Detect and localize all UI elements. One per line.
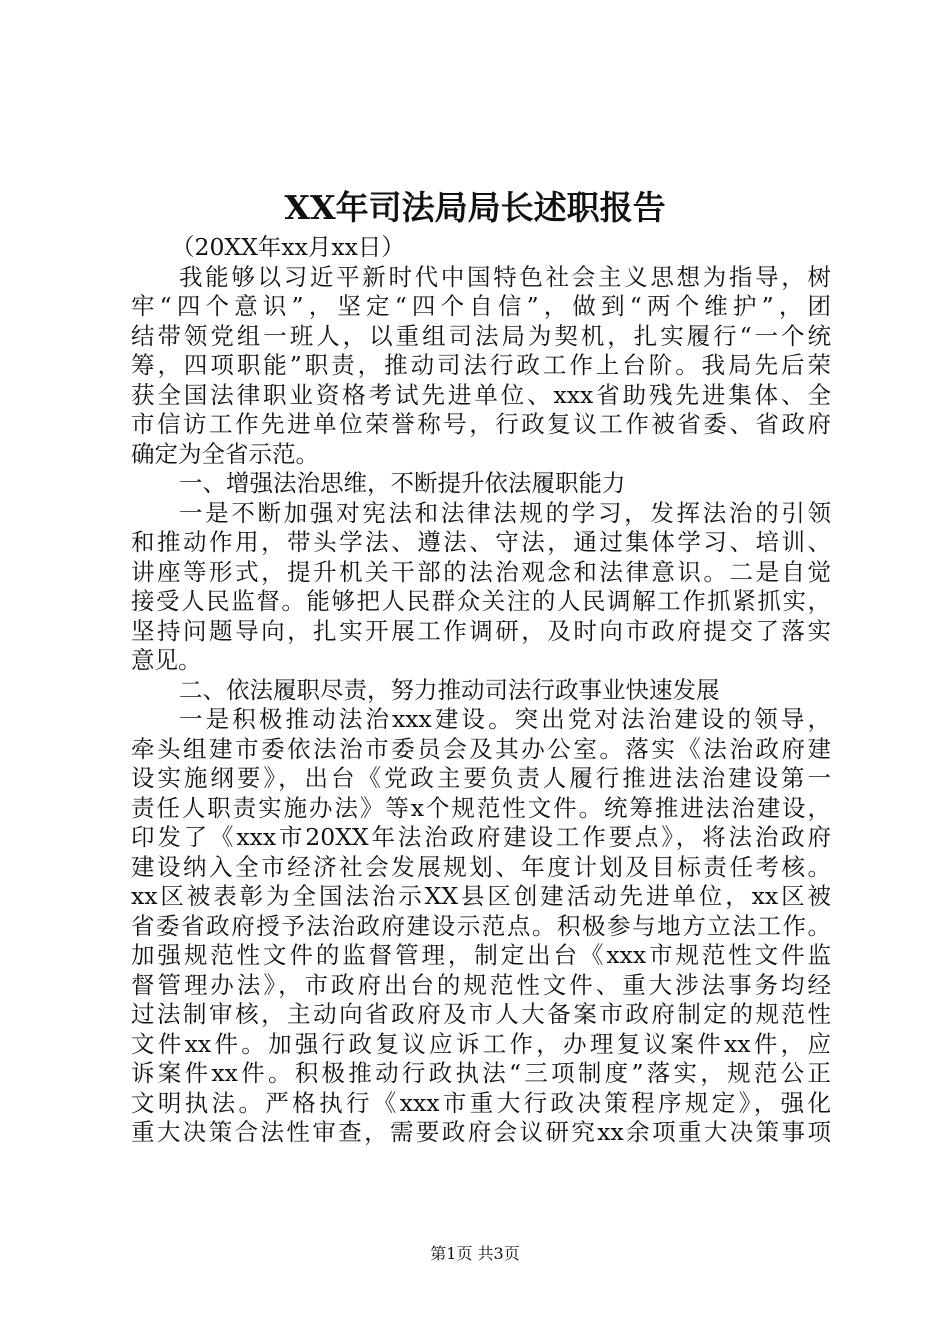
body-line: 坚持问题导向，扎实开展工作调研，及时向市政府提交了落实 [131, 616, 831, 645]
body-line: 督管理办法》，市政府出台的规范性文件、重大涉法事务均经 [131, 970, 831, 999]
body-line: 结带领党组一班人，以重组司法局为契机，扎实履行“一个统 [131, 321, 831, 350]
document-body [131, 233, 831, 1148]
body-line: 筹，四项职能”职责，推动司法行政工作上台阶。我局先后荣 [131, 351, 831, 379]
body-line: 建设纳入全市经济社会发展规划、年度计划及目标责任考核。 [131, 852, 831, 881]
body-line: 意见。 [131, 646, 202, 674]
body-line: 一是积极推动法治xxx建设。突出党对法治建设的领导， [179, 705, 831, 733]
body-line: 诉案件xx件。积极推动行政执法“三项制度”落实，规范公正 [131, 1059, 831, 1087]
body-line: 牵头组建市委依法治市委员会及其办公室。落实《法治政府建 [131, 734, 831, 763]
body-line: 我能够以习近平新时代中国特色社会主义思想为指导，树 [179, 262, 831, 291]
body-line: 获全国法律职业资格考试先进单位、xxx省助残先进集体、全 [131, 380, 831, 409]
body-line: 省委省政府授予法治政府建设示范点。积极参与地方立法工作。 [131, 911, 831, 940]
body-line: 加强规范性文件的监督管理，制定出台《xxx市规范性文件监 [131, 941, 831, 969]
body-line: 责任人职责实施办法》等x个规范性文件。统筹推进法治建设， [131, 793, 831, 822]
body-line: 和推动作用，带头学法、遵法、守法，通过集体学习、培训、 [131, 528, 831, 556]
body-line: 文明执法。严格执行《xxx市重大行政决策程序规定》，强化 [131, 1088, 831, 1117]
page-number-footer: 第1页 共3页 [430, 1244, 520, 1263]
body-line: 牢“四个意识”，坚定“四个自信”，做到“两个维护”，团 [131, 292, 831, 320]
body-line: 设实施纲要》，出台《党政主要负责人履行推进法治建设第一 [131, 764, 831, 792]
report-date: （20XX年xx月xx日） [171, 233, 405, 261]
body-line: 过法制审核，主动向省政府及市人大备案市政府制定的规范性 [131, 1000, 831, 1028]
section-heading: 一、增强法治思维，不断提升依法履职能力 [179, 469, 626, 497]
body-line: xx区被表彰为全国法治示XX县区创建活动先进单位，xx区被 [131, 882, 831, 910]
body-line: 重大决策合法性审查，需要政府会议研究xx余项重大决策事项 [131, 1118, 831, 1146]
body-line: 确定为全省示范。 [131, 439, 319, 468]
body-line: 印发了《xxx市20XX年法治政府建设工作要点》，将法治政府 [131, 823, 831, 851]
body-line: 一是不断加强对宪法和法律法规的学习，发挥法治的引领 [179, 498, 831, 527]
body-line: 讲座等形式，提升机关干部的法治观念和法律意识。二是自觉 [131, 557, 831, 586]
body-line: 文件xx件。加强行政复议应诉工作，办理复议案件xx件，应 [131, 1029, 831, 1058]
body-line: 市信访工作先进单位荣誉称号，行政复议工作被省委、省政府 [131, 410, 831, 438]
document-title: XX年司法局局长述职报告 [284, 188, 666, 227]
body-line: 接受人民监督。能够把人民群众关注的人民调解工作抓紧抓实， [131, 587, 831, 615]
section-heading: 二、依法履职尽责，努力推动司法行政事业快速发展 [179, 675, 720, 704]
